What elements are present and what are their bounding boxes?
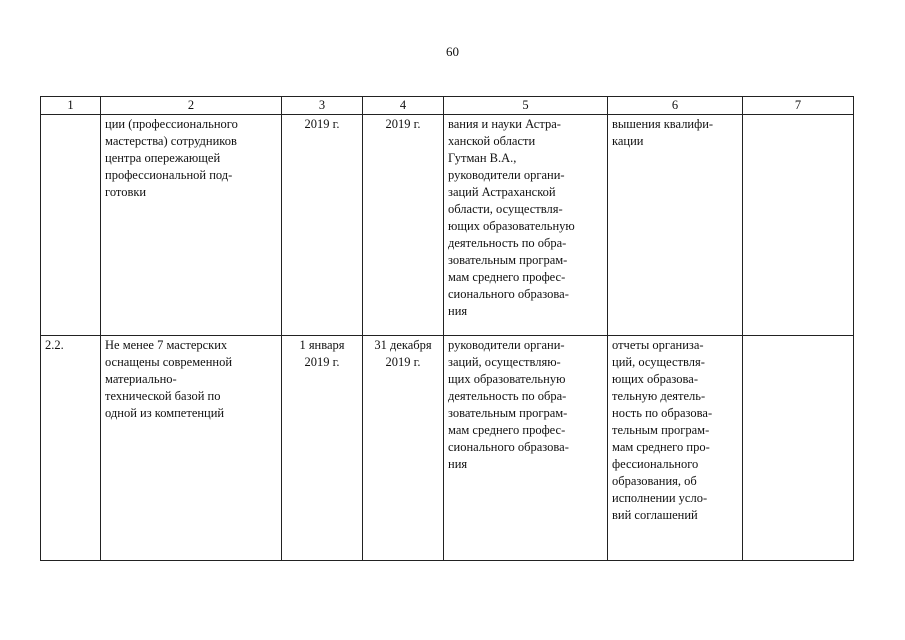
header-cell-5: 5 <box>444 97 608 115</box>
result-cell: отчеты организа- ций, осуществля- ющих образова- тельную деятель- ность по образова- тельным програм- мам среднего про- фессионального образования, об исполнении усло- вий соглашений <box>608 336 743 561</box>
header-cell-4: 4 <box>363 97 444 115</box>
table-row <box>41 115 854 336</box>
page-number: 60 <box>446 44 459 59</box>
header-cell-2: 2 <box>101 97 282 115</box>
end-date-cell: 2019 г. <box>363 115 444 336</box>
result-cell: вышения квалифи- кации <box>608 115 743 336</box>
plan-table <box>40 96 854 561</box>
row-number-cell: 2.2. <box>41 336 101 561</box>
responsible-cell: руководители органи- заций, осуществляю- щих образовательную деятельность по обра- зовательным програм- мам среднего профес- сионального образова- ния <box>444 336 608 561</box>
activity-cell: ции (профессионального мастерства) сотрудников центра опережающей профессиональной под- готовки <box>101 115 282 336</box>
start-date-cell: 1 января 2019 г. <box>282 336 363 561</box>
notes-cell <box>743 115 854 336</box>
header-cell-7: 7 <box>743 97 854 115</box>
header-cell-6: 6 <box>608 97 743 115</box>
table-row <box>41 336 854 561</box>
header-row <box>41 97 854 115</box>
start-date-cell: 2019 г. <box>282 115 363 336</box>
header-cell-3: 3 <box>282 97 363 115</box>
header-cell-1: 1 <box>41 97 101 115</box>
end-date-cell: 31 декабря 2019 г. <box>363 336 444 561</box>
activity-cell: Не менее 7 мастерских оснащены современной материально- технической базой по одной из компетенций <box>101 336 282 561</box>
row-number-cell <box>41 115 101 336</box>
notes-cell <box>743 336 854 561</box>
responsible-cell: вания и науки Астра- ханской области Гутман В.А., руководители органи- заций Астраханской области, осуществля- ющих образовательную деятельность по обра- зовательным програм- мам среднего профес- сионального образова- ния <box>444 115 608 336</box>
